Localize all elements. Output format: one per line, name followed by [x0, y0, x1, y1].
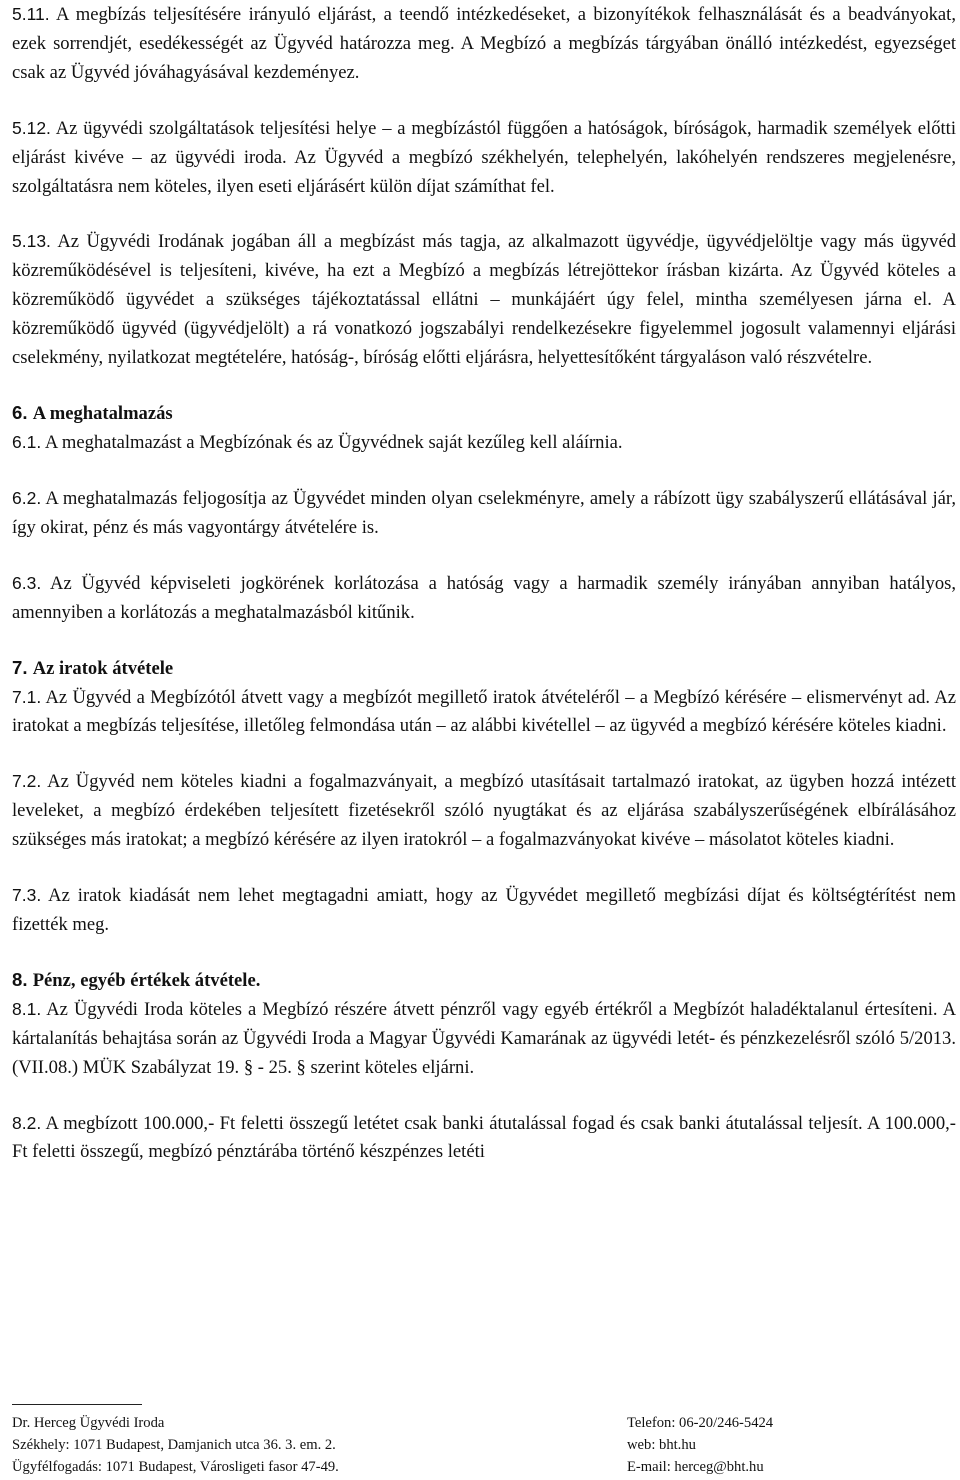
paragraph-number: 6.3.	[12, 572, 42, 593]
paragraph-number: 7.2.	[12, 771, 42, 792]
footer-divider	[12, 1404, 142, 1405]
paragraph-8-2	[12, 1109, 956, 1168]
section-number: 6.	[12, 401, 28, 423]
section-title: A meghatalmazás	[32, 402, 173, 424]
footer-seat: Székhely: 1071 Budapest, Damjanich utca 36. 3. em. 2.	[12, 1437, 336, 1453]
section-heading-8	[12, 966, 956, 995]
paragraph-text: Az Ügyvéd képviseleti jogkörének korlátozása a hatóság vagy a harmadik személy irányában annyiban hatályos, amennyiben a korlátozás a meghatalmazásból kitűnik.	[12, 572, 957, 623]
paragraph-5-12	[12, 114, 956, 202]
footer-office-name: Dr. Herceg Ügyvédi Iroda	[12, 1415, 165, 1431]
paragraph-text: A meghatalmazást a Megbízónak és az Ügyvédnek saját kezűleg kell aláírnia.	[44, 431, 623, 453]
paragraph-number: 5.11.	[12, 4, 50, 24]
section-number: 8.	[12, 968, 28, 990]
section-number: 7.	[12, 656, 28, 678]
document-page	[12, 0, 956, 1167]
paragraph-number: 8.1.	[12, 998, 42, 1019]
paragraph-8-1	[12, 995, 956, 1083]
paragraph-text: A megbízott 100.000,- Ft feletti összegű letétet csak banki átutalással fogad és csak banki átutalással teljesít. A 100.000,- Ft feletti összegű, megbízó pénztárába történő készpénzes letéti	[12, 1112, 956, 1163]
footer-email: E-mail: herceg@bht.hu	[627, 1459, 764, 1475]
paragraph-number: 7.1.	[12, 686, 42, 707]
paragraph-text: Az Ügyvédi Irodának jogában áll a megbízást más tagja, az alkalmazott ügyvédje, ügyvédjelöltje vagy más ügyvéd közreműködésével is teljesíteni, kivéve, ha ezt a Megbízó a megbízás létrejöttekor írásban kizárta. Az Ügyvéd köteles a közreműködő ügyvédet a szükséges tájékoztatással ellátni – munkájáért úgy felel, mintha személyesen járna el. A közreműködő ügyvéd (ügyvédjelölt) a rá vonatkozó jogszabályi rendelkezésekre figyelemmel jogosult valamennyi eljárási cselekmény, nyilatkozat megtételére, hatóság-, bíróság előtti eljárásra, helyettesítőként tárgyaláson való részvételre.	[12, 231, 957, 369]
paragraph-6-3	[12, 569, 956, 628]
paragraph-number: 8.2.	[12, 1112, 42, 1133]
paragraph-5-11	[12, 0, 956, 88]
paragraph-6-1	[12, 428, 956, 458]
paragraph-text: Az Ügyvéd a Megbízótól átvett vagy a megbízót megillető iratok átvételéről – a Megbízó kérésére – elismervényt ad. Az iratokat a megbízás teljesítése, illetőleg felmondása után – az alábbi kivétellel – az ügyvéd a megbízó kérésére köteles kiadni.	[12, 686, 957, 737]
paragraph-6-2	[12, 484, 956, 543]
footer-row	[12, 1434, 956, 1456]
paragraph-number: 6.1.	[12, 431, 42, 452]
page-footer	[12, 1412, 956, 1478]
paragraph-text: Az ügyvédi szolgáltatások teljesítési helye – a megbízástól függően a hatóságok, bíróságok, harmadik személyek előtti eljárást kivéve – az ügyvédi iroda. Az Ügyvéd a megbízó székhelyén, telephelyén, lakóhelyén rendszeres megjelenésre, szolgáltatásra nem köteles, ilyen eseti eljárásért külön díjat számíthat fel.	[12, 117, 957, 197]
section-title: Az iratok átvétele	[32, 657, 174, 679]
paragraph-text: Az Ügyvéd nem köteles kiadni a fogalmazványait, a megbízó utasításait tartalmazó iratokat, az ügyben hozzá intézett leveleket, a megbízó érdekében teljesített fizetésekről szóló nyugtákat és az eljárása szabályszerűségének elbírálásához szükséges más iratokat; a megbízó kérésére az ilyen iratokról – a fogalmazványokat kivéve – másolatot köteles kiadni.	[12, 771, 956, 851]
paragraph-text: A megbízás teljesítésére irányuló eljárást, a teendő intézkedéseket, a bizonyítékok felhasználását és a beadványokat, ezek sorrendjét, esedékességét az Ügyvéd határozza meg. A Megbízó a megbízás tárgyában önálló intézkedést, egyezséget csak az Ügyvéd jóváhagyásával kezdeményez.	[12, 4, 956, 83]
paragraph-7-1	[12, 683, 956, 742]
section-heading-7	[12, 654, 956, 683]
paragraph-number: 5.12.	[12, 117, 51, 138]
footer-row	[12, 1412, 956, 1434]
paragraph-7-3	[12, 881, 956, 940]
footer-web: web: bht.hu	[627, 1437, 696, 1453]
paragraph-number: 7.3.	[12, 885, 42, 906]
paragraph-7-2	[12, 767, 956, 855]
paragraph-text: Az Ügyvédi Iroda köteles a Megbízó részére átvett pénzről vagy egyéb értékről a Megbízót haladéktalanul értesíteni. A kártalanítás behajtása során az Ügyvédi Iroda a Magyar Ügyvédi Kamarának az ügyvédi letét- és pénzkezelésről szóló 5/2013. (VII.08.) MÜK Szabályzat 19. § - 25. § szerint köteles eljárni.	[12, 998, 956, 1078]
paragraph-5-13	[12, 227, 956, 373]
paragraph-number: 6.2.	[12, 487, 42, 508]
paragraph-number: 5.13.	[12, 231, 51, 252]
paragraph-text: A meghatalmazás feljogosítja az Ügyvédet minden olyan cselekményre, amely a rábízott ügy szabályszerű ellátásával jár, így okirat, pénz és más vagyontárgy átvételére is.	[12, 487, 957, 538]
section-heading-6	[12, 399, 956, 428]
section-title: Pénz, egyéb értékek átvétele.	[32, 969, 261, 991]
paragraph-text: Az iratok kiadását nem lehet megtagadni amiatt, hogy az Ügyvédet megillető megbízási díjat és költségtérítést nem fizették meg.	[12, 885, 956, 935]
footer-client-office: Ügyfélfogadás: 1071 Budapest, Városligeti fasor 47-49.	[12, 1459, 339, 1475]
footer-row	[12, 1456, 956, 1478]
footer-phone: Telefon: 06-20/246-5424	[627, 1415, 774, 1431]
